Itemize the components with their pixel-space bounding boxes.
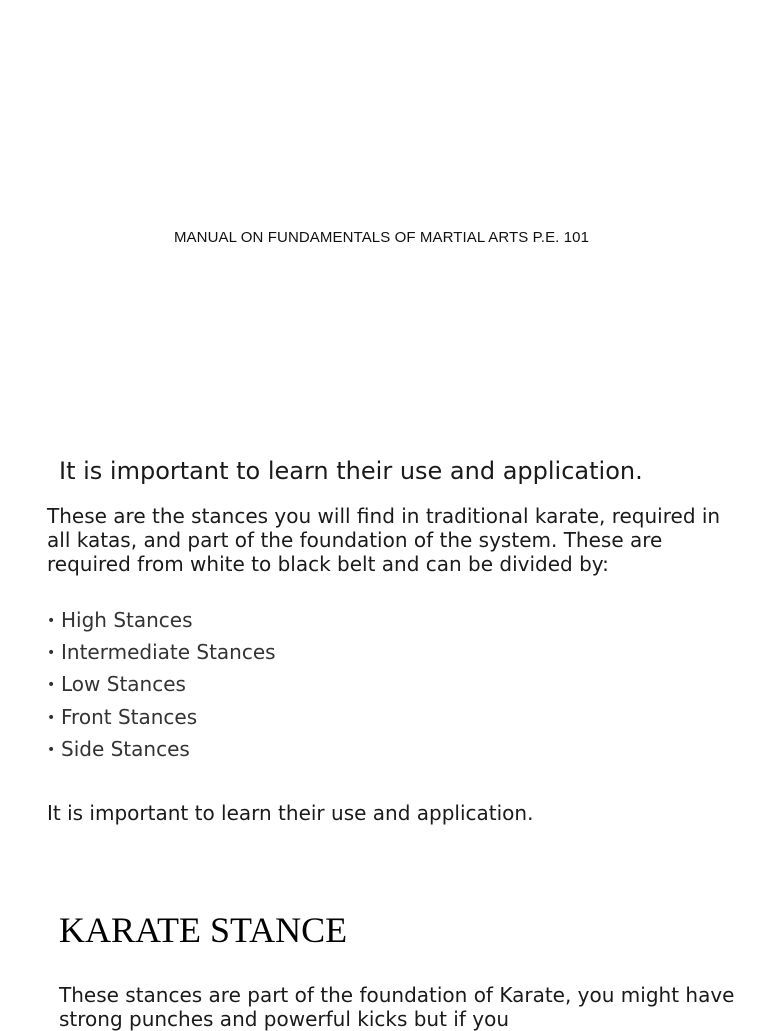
bullet-icon: • xyxy=(47,645,56,662)
intro-paragraph: These are the stances you will find in traditional karate, required in all katas, and part of the foundation of the system. These are required from white to black belt and can be divided by: xyxy=(47,504,721,576)
list-item xyxy=(47,606,276,638)
list-item-label: Side Stances xyxy=(61,736,190,761)
list-item-label: Front Stances xyxy=(61,704,198,729)
list-item xyxy=(47,703,276,735)
closing-paragraph: It is important to learn their use and application. xyxy=(47,801,534,825)
list-item-label: Intermediate Stances xyxy=(61,640,276,665)
section-heading: KARATE STANCE xyxy=(59,910,348,950)
stance-list xyxy=(47,606,276,767)
list-item-label: Low Stances xyxy=(61,672,186,697)
list-item xyxy=(47,735,276,767)
bullet-icon: • xyxy=(47,709,56,726)
list-item xyxy=(47,638,276,670)
section-body-text: These stances are part of the foundation of Karate, you might have strong punches and powerful kicks but if you xyxy=(59,983,735,1031)
list-item-label: High Stances xyxy=(61,608,193,632)
bullet-icon: • xyxy=(47,677,56,694)
list-item xyxy=(47,670,276,702)
slide-heading: It is important to learn their use and application. xyxy=(59,457,643,485)
document-title: MANUAL ON FUNDAMENTALS OF MARTIAL ARTS P.E. 101 xyxy=(173,229,590,246)
bullet-icon: • xyxy=(47,613,56,629)
bullet-icon: • xyxy=(47,741,56,758)
